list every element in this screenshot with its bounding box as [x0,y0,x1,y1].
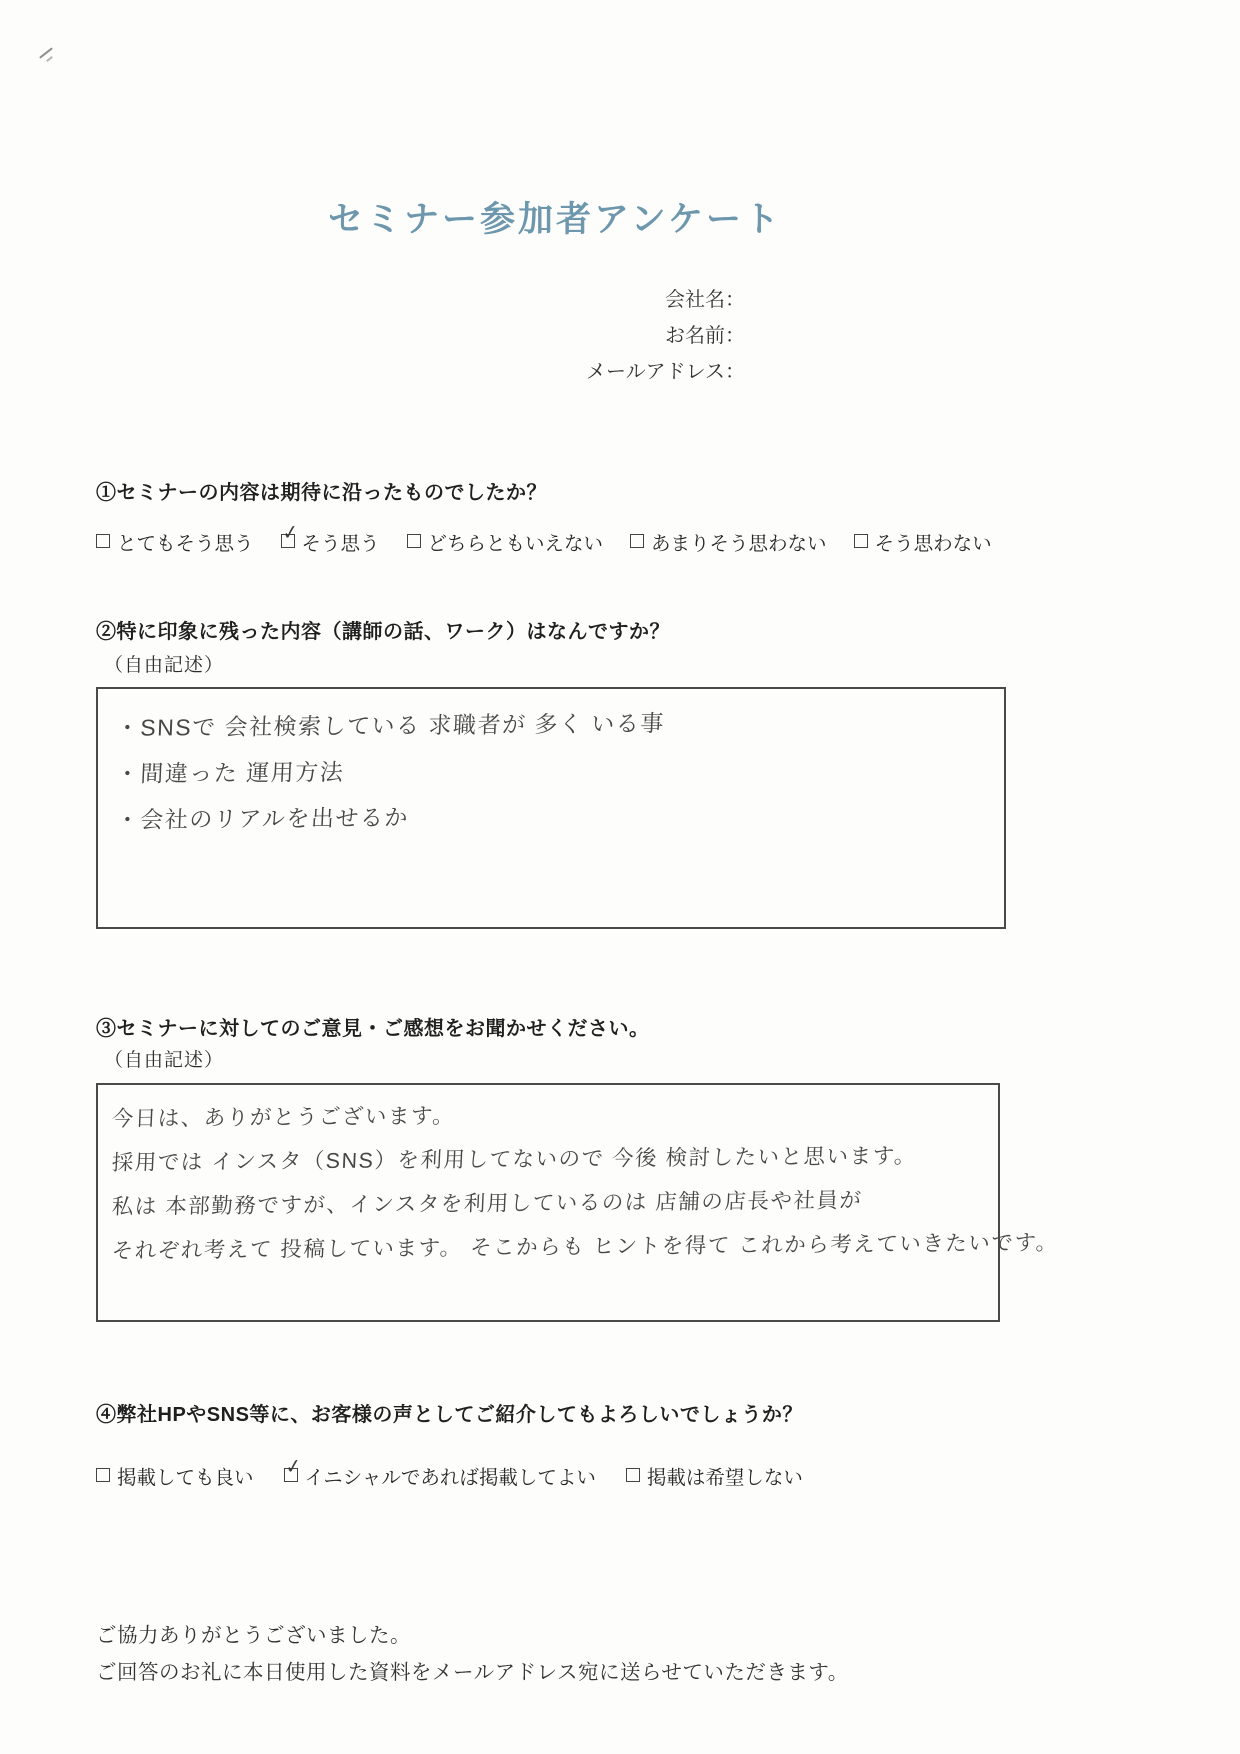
checkbox-icon [280,520,300,548]
handwritten-line: ・間違った 運用方法 [115,758,345,787]
q2-heading: ②特に印象に残った内容（講師の話、ワーク）はなんですか？ [96,621,670,643]
scan-artifact-mark [46,56,53,62]
q1-option-label: あまりそう思わない [651,534,827,555]
q1-option-neutral [407,528,604,556]
q1-option-disagree [854,528,992,556]
checkmark-icon: ✓ [283,1454,303,1480]
checkbox-icon [407,534,421,548]
q1-option-very-agree [96,528,254,556]
q4-option-no-publish [626,1462,803,1490]
name-label: お名前： [665,325,745,347]
q4-option-publish-ok [96,1462,254,1490]
handwritten-line: 採用では インスタ（SNS）を利用してないので 今後 検討したいと思います。 [111,1143,918,1175]
q1-option-label: どちらともいえない [427,534,604,555]
q3-answer-box [96,1083,1060,1322]
checkbox-icon [96,534,110,548]
q1-option-label: そう思う [301,534,380,555]
handwritten-line: 私は 本部勤務ですが、インスタを利用しているのは 店舗の店長や社員が [111,1188,863,1219]
q4-option-label: 掲載しても良い [117,1468,254,1489]
handwritten-line: 今日は、ありがとうございます。 [111,1103,456,1131]
q4-options-row [96,1454,803,1490]
q1-option-label: そう思わない [874,534,992,555]
checkbox-icon [283,1454,303,1482]
handwritten-line: ・会社のリアルを出せるか [115,804,410,833]
checkmark-icon: ✓ [280,520,300,546]
respondent-info-block [400,282,745,390]
q1-heading: ①セミナーの内容は期待に沿ったものでしたか？ [96,482,547,504]
q3-free-text-note: （自由記述） [104,1050,225,1071]
q1-option-somewhat-disagree [630,528,827,556]
q1-option-label: とてもそう思う [117,534,254,555]
footer-line-materials: ご回答のお礼に本日使用した資料をメールアドレス宛に送らせていただきます。 [96,1662,849,1684]
q1-options-row [96,520,992,556]
email-label: メールアドレス： [586,361,745,383]
q3-handwritten-answer [98,1085,1060,1269]
q2-free-text-note: （自由記述） [104,655,225,676]
q4-option-label: 掲載は希望しない [646,1468,803,1489]
handwritten-line: それぞれ考えて 投稿しています。 そこからも ヒントを得て これから考えていきたいです。 [111,1230,1060,1263]
checkbox-icon [630,534,644,548]
q4-heading: ④弊社HPやSNS等に、お客様の声としてご紹介してもよろしいでしょうか？ [96,1404,803,1426]
checkbox-icon [626,1468,640,1482]
q4-option-initials-ok [283,1454,596,1490]
q1-option-agree [280,520,380,556]
checkbox-icon [854,534,868,548]
company-name-label: 会社名： [665,289,745,311]
page-title: セミナー参加者アンケート [328,200,782,239]
handwritten-line: ・SNSで 会社検索している 求職者が 多く いる事 [115,710,666,741]
q2-handwritten-answer [98,689,1004,839]
q2-answer-box [96,687,1006,929]
footer-note [96,1618,849,1692]
q3-heading: ③セミナーに対してのご意見・ご感想をお聞かせください。 [96,1018,650,1040]
checkbox-icon [96,1468,110,1482]
q4-option-label: イニシャルであれば掲載してよい [304,1468,596,1489]
footer-line-thanks: ご協力ありがとうございました。 [96,1625,411,1647]
